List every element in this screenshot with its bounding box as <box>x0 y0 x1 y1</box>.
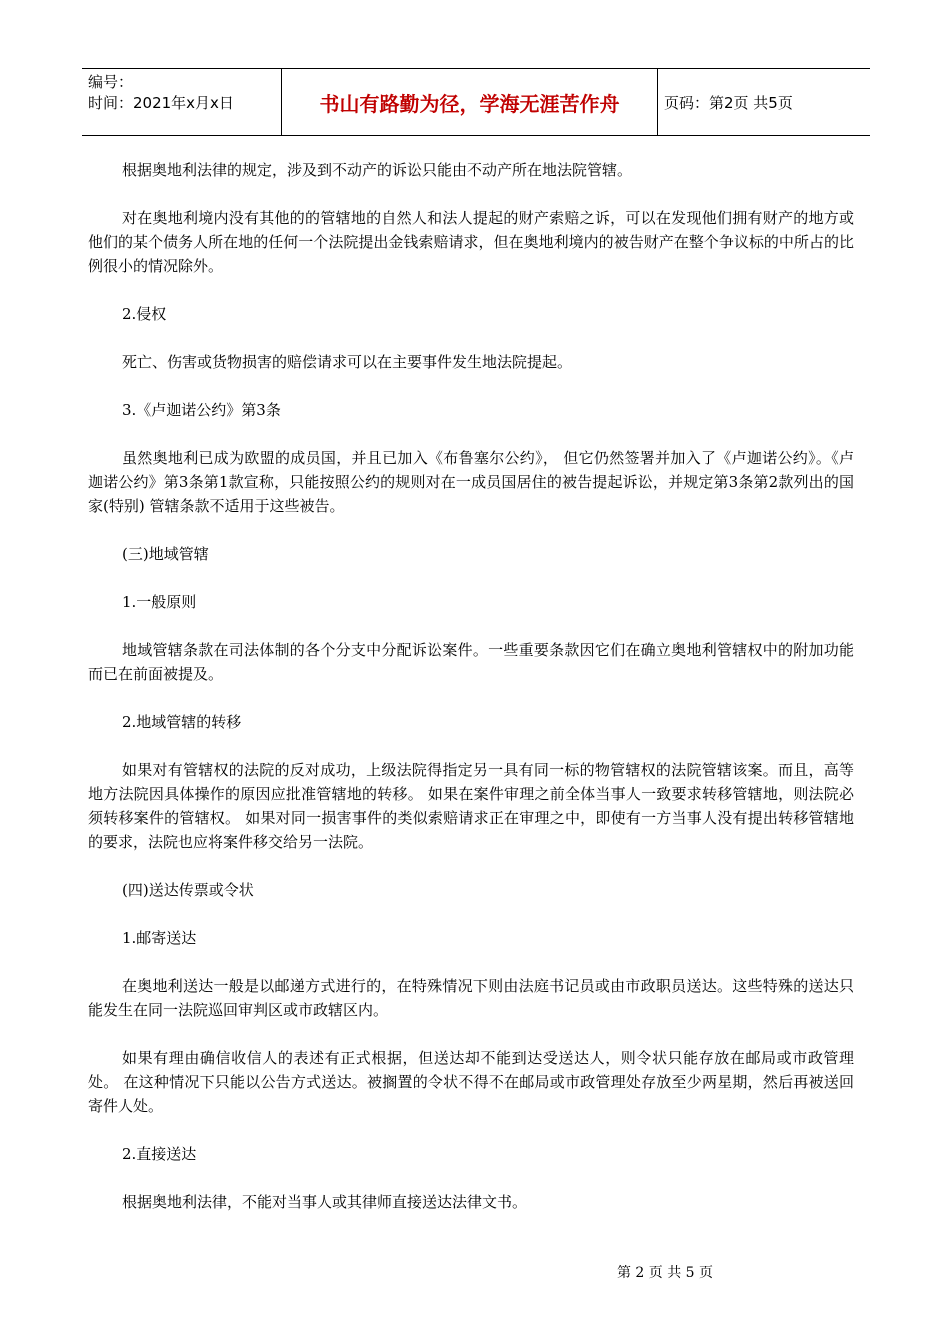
section-heading: 2.侵权 <box>122 305 167 323</box>
paragraph: 死亡、伤害或货物损害的赔偿请求可以在主要事件发生地法院提起。 <box>122 353 573 371</box>
paragraph: 根据奥地利法律的规定，涉及到不动产的诉讼只能由不动产所在地法院管辖。 <box>122 161 633 179</box>
page-header <box>82 68 870 136</box>
paragraph: 如果对有管辖权的法院的反对成功，上级法院得指定另一具有同一标的物管辖权的法院管辖该案。而且，高等地方法院因具体操作的原因应批准管辖地的转移。 如果在案件审理之前全体当事人一致要求转移管辖地，则法院必须转移案件的管辖权。 如果对同一损害事件的类似索赔请求正在审理之中，即使有一方当事人没有提出转移管辖地的要求，法院也应将案件移交给另一法院。 <box>88 761 854 851</box>
paragraph: 在奥地利送达一般是以邮递方式进行的，在特殊情况下则由法庭书记员或由市政职员送达。这些特殊的送达只能发生在同一法院巡回审判区或市政辖区内。 <box>88 977 854 1019</box>
document-time-label: 时间：2021年x月x日 <box>88 94 234 112</box>
section-heading: 1.邮寄送达 <box>122 929 197 947</box>
header-page-number: 页码：第2页 共5页 <box>664 93 793 112</box>
page-footer <box>0 1262 950 1282</box>
paragraph: 如果有理由确信收信人的表述有正式根据，但送达却不能到达受送达人，则令状只能存放在邮局或市政管理处。 在这种情况下只能以公告方式送达。被搁置的令状不得不在邮局或市政管理处存放至少两星期，然后再被送回寄件人处。 <box>88 1049 854 1115</box>
section-heading: (四)送达传票或令状 <box>122 881 254 899</box>
section-heading: 2.直接送达 <box>122 1145 197 1163</box>
section-heading: (三)地域管辖 <box>122 545 209 563</box>
section-heading: 3.《卢迦诺公约》第3条 <box>122 401 281 419</box>
paragraph: 根据奥地利法律，不能对当事人或其律师直接送达法律文书。 <box>122 1193 528 1211</box>
document-body <box>88 158 854 1238</box>
document-number-label: 编号： <box>88 73 134 91</box>
paragraph: 虽然奥地利已成为欧盟的成员国，并且已加入《布鲁塞尔公约》， 但它仍然签署并加入了《卢迦诺公约》。《卢迦诺公约》第3条第1款宣称，只能按照公约的规则对在一成员国居住的被告提起诉讼，并规定第3条第2款列出的国家(特别) 管辖条款不适用于这些被告。 <box>88 449 854 515</box>
paragraph: 地域管辖条款在司法体制的各个分支中分配诉讼案件。一些重要条款因它们在确立奥地利管辖权中的附加功能而已在前面被提及。 <box>88 641 854 683</box>
section-heading: 1.一般原则 <box>122 593 197 611</box>
header-meta <box>82 69 282 135</box>
paragraph: 对在奥地利境内没有其他的的管辖地的自然人和法人提起的财产索赔之诉，可以在发现他们拥有财产的地方或他们的某个债务人所在地的任何一个法院提出金钱索赔请求，但在奥地利境内的被告财产在整个争议标的中所占的比例很小的情况除外。 <box>88 209 854 275</box>
section-heading: 2.地域管辖的转移 <box>122 713 242 731</box>
header-motto: 书山有路勤为径，学海无涯苦作舟 <box>282 69 658 135</box>
footer-page-number: 第 2 页 共 5 页 <box>616 1265 714 1281</box>
